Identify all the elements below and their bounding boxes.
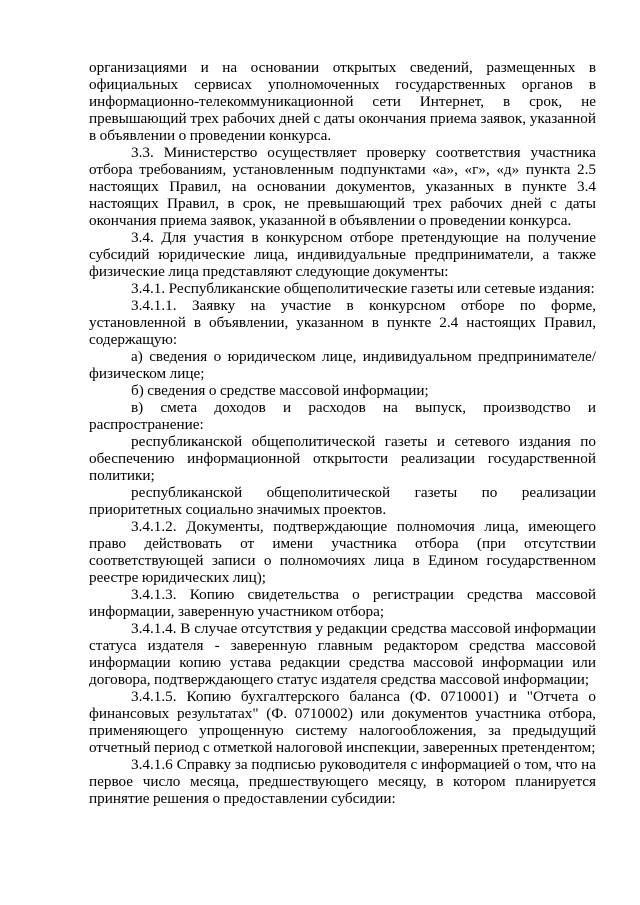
- paragraph-3-3: 3.3. Министерство осуществляет проверку соответствия участника отбора требованиям, установленным подпунктами «а», «г», «д» пункта 2.5 настоящих Правил, на основании документов, указанных в пункте 3.4 настоящих Правил, в срок, не превышающий трех рабочих дней с даты окончания приема заявок, указанной в объявлении о проведении конкурса.: [89, 144, 596, 229]
- paragraph-3-4-1-5: 3.4.1.5. Копию бухгалтерского баланса (Ф. 0710001) и "Отчета о финансовых результатах" (Ф. 0710002) или документов участника отбора, применяющего упрощенную систему налогообложения, за предыдущий отчетный период с отметкой налоговой инспекции, заверенных претендентом;: [89, 688, 596, 756]
- paragraph-3-4: 3.4. Для участия в конкурсном отборе претендующие на получение субсидий юридические лица, индивидуальные предприниматели, а также физические лица представляют следующие документы:: [89, 229, 596, 280]
- paragraph-3-4-1-3: 3.4.1.3. Копию свидетельства о регистрации средства массовой информации, заверенную участником отбора;: [89, 586, 596, 620]
- sublist-item-gazette-openness: республиканской общеполитической газеты и сетевого издания по обеспечению информационной открытости реализации государственной политики;: [89, 433, 596, 484]
- list-item-v: в) смета доходов и расходов на выпуск, производство и распространение:: [89, 399, 596, 433]
- sublist-item-gazette-projects: республиканской общеполитической газеты по реализации приоритетных социально значимых проектов.: [89, 484, 596, 518]
- paragraph-3-4-1-4: 3.4.1.4. В случае отсутствия у редакции средства массовой информации статуса издателя - заверенную главным редактором средства массовой информации копию устава редакции средства массовой информации или договора, подтверждающего статус издателя средства массовой информации;: [89, 620, 596, 688]
- list-item-b: б) сведения о средстве массовой информации;: [131, 382, 429, 399]
- paragraph-3-4-1-2: 3.4.1.2. Документы, подтверждающие полномочия лица, имеющего право действовать от имени участника отбора (при отсутствии соответствующей записи о полномочиях лица в Едином государственном реестре юридических лиц);: [89, 518, 596, 586]
- paragraph-3-4-1-1: 3.4.1.1. Заявку на участие в конкурсном отборе по форме, установленной в объявлении, указанном в пункте 2.4 настоящих Правил, содержащую:: [89, 297, 596, 348]
- paragraph-3-4-1: 3.4.1. Республиканские общеполитические газеты или сетевые издания:: [131, 280, 595, 297]
- paragraph-continuation: организациями и на основании открытых сведений, размещенных в официальных сервисах уполномоченных государственных органов в информационно-телекоммуникационной сети Интернет, в срок, не превышающий трех рабочих дней с даты окончания приема заявок, указанной в объявлении о проведении конкурса.: [89, 59, 596, 144]
- paragraph-3-4-1-6: 3.4.1.6 Справку за подписью руководителя с информацией о том, что на первое число месяца, предшествующего месяцу, в котором планируется принятие решения о предоставлении субсидии:: [89, 756, 596, 807]
- list-item-a: а) сведения о юридическом лице, индивидуальном предпринимателе/ физическом лице;: [89, 348, 596, 382]
